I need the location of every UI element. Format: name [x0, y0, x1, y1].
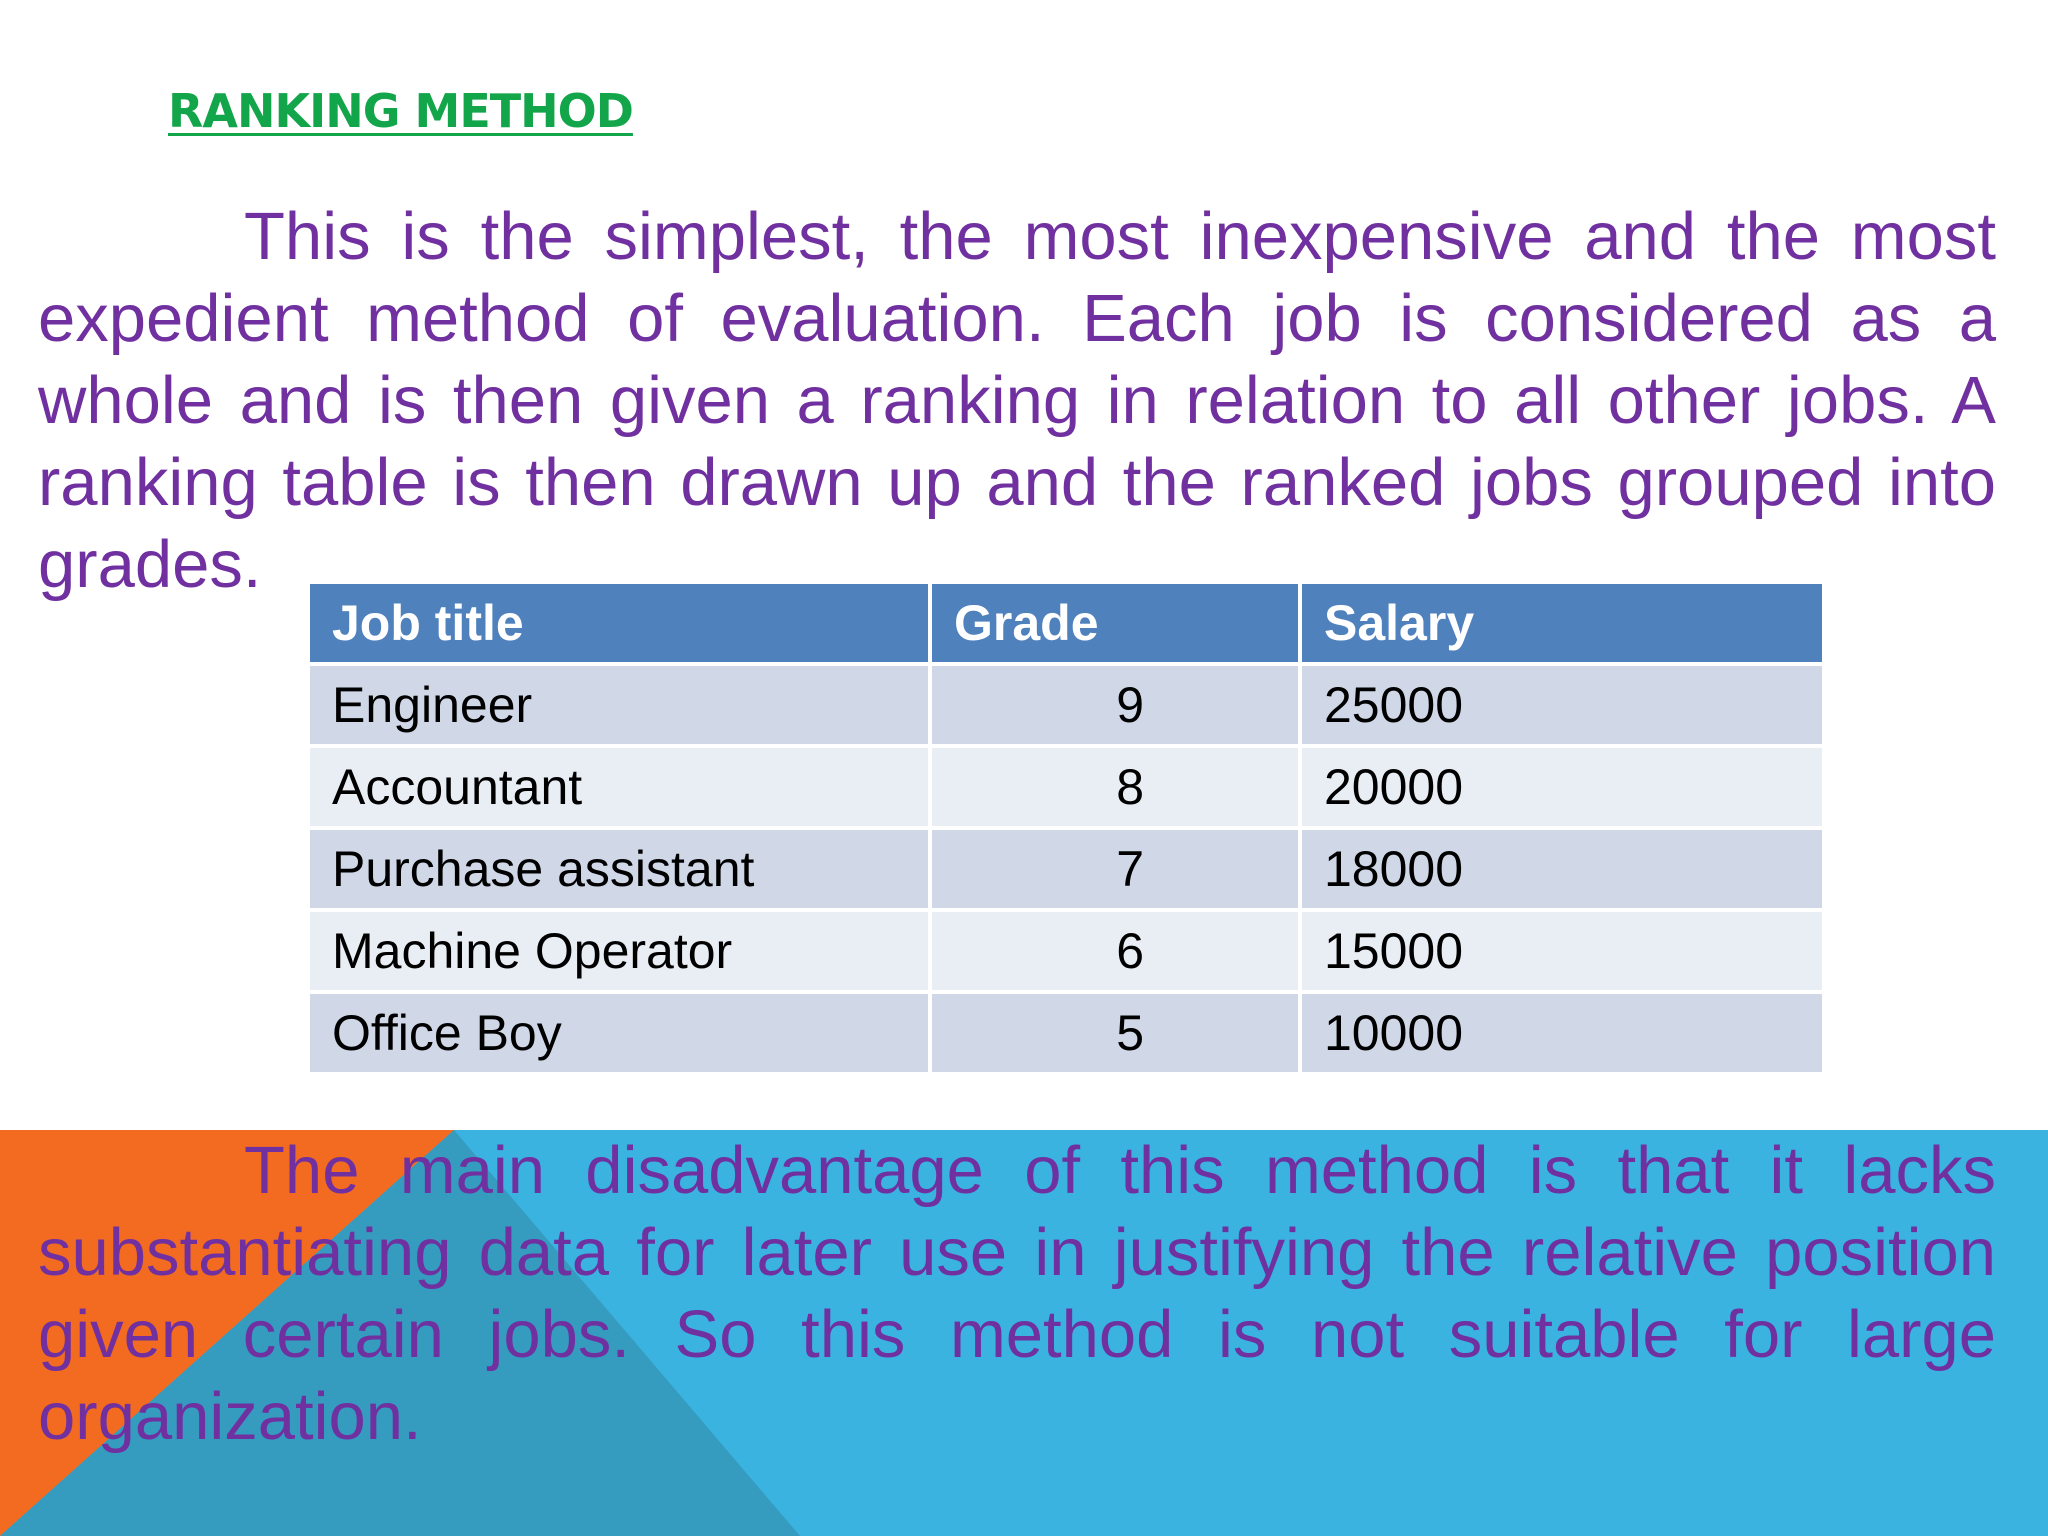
header-grade: Grade [930, 582, 1300, 664]
grade-cell: 6 [930, 910, 1300, 992]
salary-cell: 18000 [1300, 828, 1824, 910]
salary-cell: 20000 [1300, 746, 1824, 828]
job-title-cell: Engineer [308, 664, 930, 746]
grade-cell: 7 [930, 828, 1300, 910]
table-row [308, 992, 1824, 1074]
job-title-cell: Machine Operator [308, 910, 930, 992]
intro-paragraph: This is the simplest, the most inexpensive and the most expedient method of evaluation. Each job is considered as a whole and is then given a ranking in relation to all other jobs. A ranking table is then drawn up and the ranked jobs grouped into grades. [38, 199, 1996, 602]
table-row [308, 664, 1824, 746]
table-row [308, 910, 1824, 992]
job-title-cell: Purchase assistant [308, 828, 930, 910]
table-row [308, 746, 1824, 828]
table-row [308, 828, 1824, 910]
grade-cell: 9 [930, 664, 1300, 746]
salary-cell: 10000 [1300, 992, 1824, 1074]
job-ranking-table [306, 580, 1826, 1076]
job-title-cell: Office Boy [308, 992, 930, 1074]
header-job-title: Job title [308, 582, 930, 664]
salary-cell: 25000 [1300, 664, 1824, 746]
conclusion-paragraph: The main disadvantage of this method is that it lacks substantiating data for later use in justifying the relative position given certain jobs. So this method is not suitable for large organization. [38, 1133, 1996, 1454]
job-title-cell: Accountant [308, 746, 930, 828]
table-header-row [308, 582, 1824, 664]
grade-cell: 8 [930, 746, 1300, 828]
grade-cell: 5 [930, 992, 1300, 1074]
salary-cell: 15000 [1300, 910, 1824, 992]
header-salary: Salary [1300, 582, 1824, 664]
slide-title: RANKING METHOD [168, 84, 633, 138]
